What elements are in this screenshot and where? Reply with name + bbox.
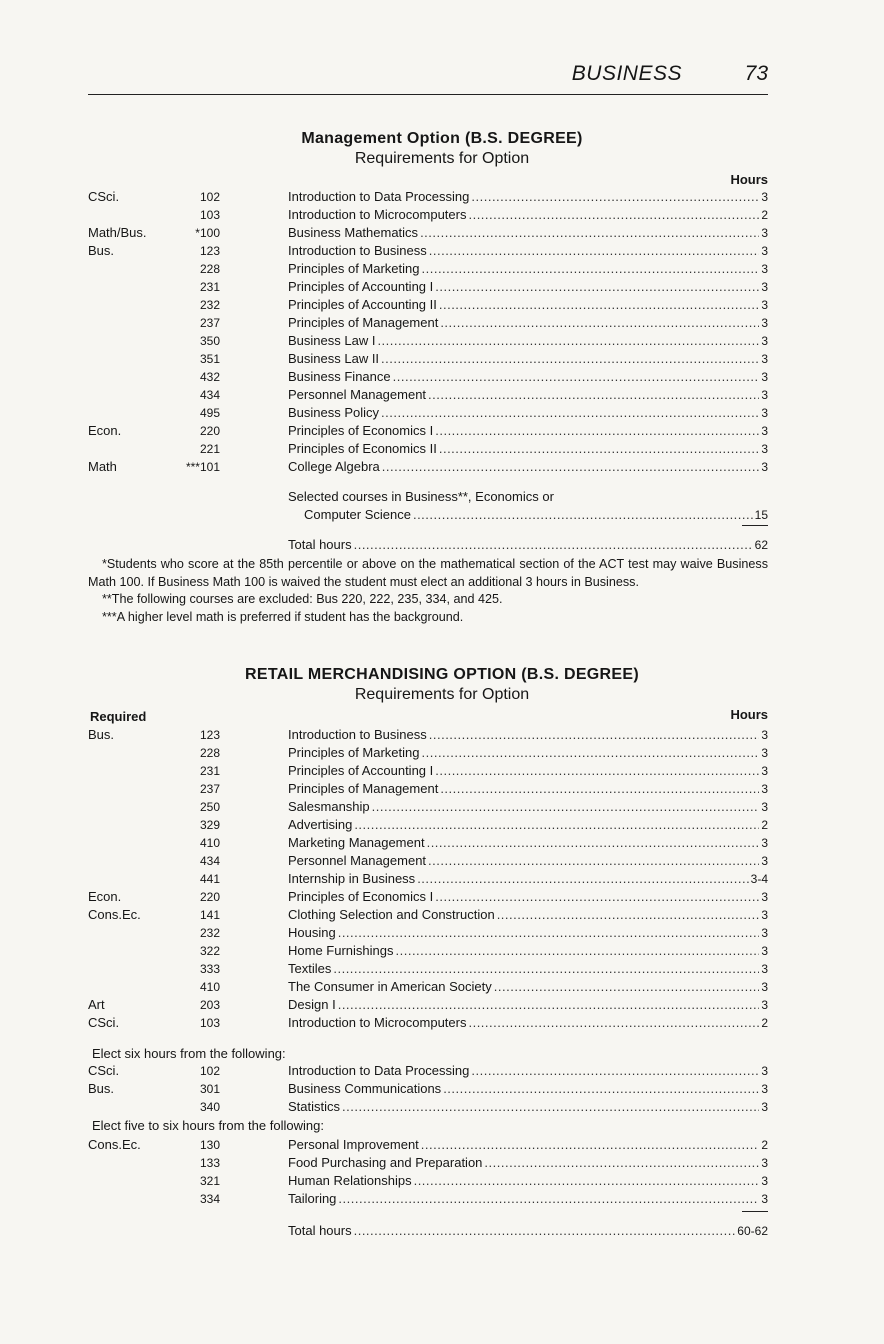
course-number: 410 <box>199 980 220 994</box>
course-row <box>88 1098 768 1116</box>
course-hours: 3 <box>761 854 768 868</box>
course-title: Housing <box>288 925 336 940</box>
course-entry <box>288 350 768 368</box>
course-number: 232 <box>199 926 220 940</box>
course-entry <box>288 906 768 924</box>
course-title: Marketing Management <box>288 835 425 850</box>
course-entry <box>288 242 768 260</box>
management-subtitle: Requirements for Option <box>354 150 530 167</box>
course-hours: 3 <box>761 1156 768 1170</box>
course-entry <box>288 888 768 906</box>
course-hours: 3 <box>761 406 768 420</box>
course-row <box>88 1172 768 1190</box>
course-title: Business Mathematics <box>288 225 419 240</box>
course-hours: 3 <box>761 962 768 976</box>
dot-leader <box>381 404 759 422</box>
course-department: Bus. <box>88 1081 115 1096</box>
dot-leader <box>471 1062 759 1080</box>
course-number: 329 <box>199 818 220 832</box>
course-row <box>88 816 768 834</box>
course-row <box>88 332 768 350</box>
course-entry <box>288 422 768 440</box>
elect-five-list <box>88 1136 768 1208</box>
footnote-2: **The following courses are excluded: Bus 220, 222, 235, 334, and 425. <box>102 592 503 606</box>
course-title: The Consumer in American Society <box>288 979 492 994</box>
course-number: 495 <box>199 406 220 420</box>
course-row <box>88 260 768 278</box>
course-row <box>88 188 768 206</box>
total-hours-label: Total hours <box>288 1223 352 1238</box>
course-entry <box>288 1136 768 1154</box>
dot-leader <box>414 1172 760 1190</box>
footnote-3: ***A higher level math is preferred if student has the background. <box>102 609 464 624</box>
course-title: Introduction to Microcomputers <box>288 207 467 222</box>
course-department: Math <box>88 459 117 474</box>
course-entry <box>288 314 768 332</box>
course-row <box>88 906 768 924</box>
course-row <box>88 996 768 1014</box>
course-department: Econ. <box>88 423 122 438</box>
course-hours: 3 <box>761 890 768 904</box>
course-entry <box>288 440 768 458</box>
course-department: Cons.Ec. <box>88 907 141 922</box>
course-hours: 3 <box>761 728 768 742</box>
dot-leader <box>422 744 760 762</box>
management-course-list <box>88 188 768 476</box>
management-title: Management Option (B.S. DEGREE) <box>301 130 583 147</box>
course-number: 410 <box>199 836 220 850</box>
dot-leader <box>417 870 748 888</box>
course-hours: 3 <box>761 1064 768 1078</box>
dot-leader <box>443 1080 759 1098</box>
course-row <box>88 296 768 314</box>
course-entry <box>288 278 768 296</box>
course-entry <box>288 1062 768 1080</box>
dot-leader <box>381 350 759 368</box>
course-entry <box>288 1080 768 1098</box>
course-entry <box>288 368 768 386</box>
course-number: 141 <box>199 908 220 922</box>
dot-leader <box>429 726 760 744</box>
course-row <box>88 744 768 762</box>
course-row <box>88 1154 768 1172</box>
total-hours-value: 60-62 <box>737 1224 768 1238</box>
course-number: 441 <box>199 872 220 886</box>
course-row <box>88 870 768 888</box>
course-row <box>88 888 768 906</box>
course-title: Salesmanship <box>288 799 370 814</box>
course-department: Bus. <box>88 243 115 258</box>
dot-leader <box>435 888 759 906</box>
course-number: 103 <box>199 1016 220 1030</box>
course-hours: 3 <box>761 442 768 456</box>
course-hours: 3 <box>761 298 768 312</box>
course-row <box>88 942 768 960</box>
course-number: 321 <box>199 1174 220 1188</box>
dot-leader <box>338 924 760 942</box>
course-entry <box>288 224 768 242</box>
course-title: Home Furnishings <box>288 943 394 958</box>
elect-five-label: Elect five to six hours from the following: <box>92 1118 324 1133</box>
course-title: Personnel Management <box>288 387 427 402</box>
dot-leader <box>435 278 759 296</box>
course-row <box>88 350 768 368</box>
course-department: Art <box>88 997 105 1012</box>
course-hours: 3 <box>761 944 768 958</box>
dot-leader <box>471 188 759 206</box>
course-number: 333 <box>199 962 220 976</box>
course-entry <box>288 260 768 278</box>
course-hours: 2 <box>761 1138 768 1152</box>
course-title: Clothing Selection and Construction <box>288 907 495 922</box>
course-number: 322 <box>199 944 220 958</box>
course-row <box>88 1190 768 1208</box>
course-row <box>88 458 768 476</box>
dot-leader <box>428 386 759 404</box>
course-row <box>88 1080 768 1098</box>
management-total <box>88 536 768 554</box>
footnote-1: *Students who score at the 85th percentile or above on the mathematical section of the ACT test may waive Business Math 100. If Business Math 100 is waived the student must elect an additional 3 hours in Business. <box>88 557 768 589</box>
course-number: 228 <box>199 262 220 276</box>
course-row <box>88 314 768 332</box>
course-hours: 3 <box>761 352 768 366</box>
course-entry <box>288 852 768 870</box>
elect-six-label: Elect six hours from the following: <box>92 1046 286 1061</box>
course-entry <box>288 960 768 978</box>
course-title: Principles of Marketing <box>288 745 420 760</box>
course-department: Bus. <box>88 727 115 742</box>
course-title: Principles of Accounting I <box>288 763 434 778</box>
course-row <box>88 404 768 422</box>
course-number: 231 <box>199 280 220 294</box>
management-selected <box>88 488 768 524</box>
course-hours: 3 <box>761 926 768 940</box>
course-number: 123 <box>199 244 220 258</box>
course-row <box>88 368 768 386</box>
course-number: 351 <box>199 352 220 366</box>
course-number: 334 <box>199 1192 220 1206</box>
selected-courses-area: Computer Science <box>304 507 411 522</box>
course-title: Design I <box>288 997 336 1012</box>
retail-subtitle: Requirements for Option <box>354 686 530 703</box>
dot-leader <box>497 906 760 924</box>
dot-leader <box>354 1222 736 1240</box>
course-title: Principles of Accounting II <box>288 297 437 312</box>
course-row <box>88 726 768 744</box>
course-hours: 3 <box>761 764 768 778</box>
course-entry <box>288 924 768 942</box>
course-entry <box>288 296 768 314</box>
course-number: 350 <box>199 334 220 348</box>
dot-leader <box>494 978 760 996</box>
course-number: 250 <box>199 800 220 814</box>
course-hours: 3 <box>761 1100 768 1114</box>
course-title: Introduction to Data Processing <box>288 1063 470 1078</box>
total-hours-row <box>88 1222 768 1240</box>
course-entry <box>288 386 768 404</box>
course-entry <box>288 744 768 762</box>
course-row <box>88 834 768 852</box>
course-number: 231 <box>199 764 220 778</box>
course-entry <box>288 1014 768 1032</box>
sum-rule <box>742 1211 768 1212</box>
course-title: Introduction to Business <box>288 243 427 258</box>
course-hours: 3 <box>761 190 768 204</box>
course-hours: 3 <box>761 746 768 760</box>
course-title: Human Relationships <box>288 1173 412 1188</box>
course-hours: 2 <box>761 818 768 832</box>
retail-total <box>88 1222 768 1240</box>
course-number: 434 <box>199 388 220 402</box>
course-hours: 3 <box>761 316 768 330</box>
elect-six-list <box>88 1062 768 1116</box>
retail-title: RETAIL MERCHANDISING OPTION (B.S. DEGREE) <box>245 666 639 683</box>
course-row <box>88 242 768 260</box>
dot-leader <box>429 242 760 260</box>
footnotes <box>88 556 768 626</box>
dot-leader <box>413 506 753 524</box>
course-entry <box>288 726 768 744</box>
dot-leader <box>420 224 759 242</box>
dot-leader <box>439 440 759 458</box>
course-title: Principles of Economics I <box>288 423 434 438</box>
course-title: College Algebra <box>288 459 380 474</box>
management-hours-label: Hours <box>730 172 768 187</box>
dot-leader <box>372 798 760 816</box>
sum-rule <box>742 525 768 526</box>
course-hours: 3 <box>761 388 768 402</box>
course-title: Introduction to Business <box>288 727 427 742</box>
dot-leader <box>342 1098 759 1116</box>
course-hours: 3 <box>761 836 768 850</box>
course-hours: 3 <box>761 424 768 438</box>
course-department: Cons.Ec. <box>88 1137 141 1152</box>
course-hours: 3 <box>761 998 768 1012</box>
dot-leader <box>333 960 759 978</box>
course-title: Business Law I <box>288 333 376 348</box>
course-hours: 2 <box>761 1016 768 1030</box>
course-entry <box>288 834 768 852</box>
course-number: 434 <box>199 854 220 868</box>
course-number: 220 <box>199 890 220 904</box>
course-hours: 2 <box>761 208 768 222</box>
course-entry <box>288 816 768 834</box>
course-row <box>88 960 768 978</box>
dot-leader <box>422 260 760 278</box>
course-title: Principles of Accounting I <box>288 279 434 294</box>
course-title: Food Purchasing and Preparation <box>288 1155 483 1170</box>
selected-courses-text: Selected courses in Business**, Economics or <box>288 489 554 504</box>
course-row <box>88 278 768 296</box>
course-row <box>88 440 768 458</box>
course-number: 228 <box>199 746 220 760</box>
course-number: 301 <box>199 1082 220 1096</box>
course-hours: 3-4 <box>750 872 768 886</box>
course-entry <box>288 942 768 960</box>
course-department: CSci. <box>88 1015 120 1030</box>
retail-hours-label: Hours <box>730 707 768 722</box>
course-hours: 3 <box>761 460 768 474</box>
course-number: 221 <box>199 442 220 456</box>
retail-course-list <box>88 726 768 1032</box>
course-hours: 3 <box>761 800 768 814</box>
dot-leader <box>440 780 759 798</box>
course-entry <box>288 188 768 206</box>
course-number: 432 <box>199 370 220 384</box>
course-entry <box>288 978 768 996</box>
course-number: 123 <box>199 728 220 742</box>
course-hours: 3 <box>761 370 768 384</box>
dot-leader <box>382 458 760 476</box>
course-title: Principles of Marketing <box>288 261 420 276</box>
course-row <box>88 798 768 816</box>
course-number: 220 <box>199 424 220 438</box>
course-title: Business Law II <box>288 351 380 366</box>
course-row <box>88 224 768 242</box>
course-hours: 3 <box>761 262 768 276</box>
course-number: 133 <box>199 1156 220 1170</box>
course-title: Personnel Management <box>288 853 427 868</box>
course-number: 102 <box>199 1064 220 1078</box>
course-entry <box>288 1098 768 1116</box>
course-title: Tailoring <box>288 1191 337 1206</box>
course-entry <box>288 1190 768 1208</box>
course-number: 103 <box>199 208 220 222</box>
course-entry <box>288 332 768 350</box>
course-number: 130 <box>199 1138 220 1152</box>
course-entry <box>288 798 768 816</box>
course-row <box>88 1014 768 1032</box>
course-number: 232 <box>199 298 220 312</box>
course-row <box>88 422 768 440</box>
course-number: *100 <box>195 226 220 240</box>
selected-courses-line <box>88 488 768 506</box>
course-title: Personal Improvement <box>288 1137 419 1152</box>
course-hours: 3 <box>761 908 768 922</box>
course-department: CSci. <box>88 1063 120 1078</box>
total-hours-label: Total hours <box>288 537 352 552</box>
course-department: Econ. <box>88 889 122 904</box>
course-title: Principles of Economics I <box>288 889 434 904</box>
required-label: Required <box>90 709 147 724</box>
course-entry <box>288 1154 768 1172</box>
course-entry <box>288 458 768 476</box>
course-row <box>88 978 768 996</box>
course-entry <box>288 1172 768 1190</box>
course-row <box>88 1062 768 1080</box>
dot-leader <box>393 368 760 386</box>
total-hours-value: 62 <box>754 538 768 552</box>
course-hours: 3 <box>761 1192 768 1206</box>
course-entry <box>288 870 768 888</box>
dot-leader <box>435 762 759 780</box>
course-hours: 3 <box>761 334 768 348</box>
course-hours: 3 <box>761 782 768 796</box>
course-row <box>88 1136 768 1154</box>
course-title: Introduction to Data Processing <box>288 189 470 204</box>
course-department: CSci. <box>88 189 120 204</box>
dot-leader <box>468 1014 759 1032</box>
dot-leader <box>468 206 759 224</box>
course-title: Business Communications <box>288 1081 442 1096</box>
course-title: Principles of Management <box>288 781 439 796</box>
dot-leader <box>377 332 759 350</box>
dot-leader <box>439 296 759 314</box>
course-title: Principles of Management <box>288 315 439 330</box>
course-entry <box>288 404 768 422</box>
course-title: Textiles <box>288 961 332 976</box>
dot-leader <box>435 422 759 440</box>
dot-leader <box>396 942 760 960</box>
course-title: Internship in Business <box>288 871 416 886</box>
course-row <box>88 762 768 780</box>
dot-leader <box>338 1190 759 1208</box>
course-number: 237 <box>199 316 220 330</box>
dot-leader <box>427 834 760 852</box>
page-header <box>88 58 768 95</box>
course-title: Introduction to Microcomputers <box>288 1015 467 1030</box>
course-number: ***101 <box>185 460 220 474</box>
dot-leader <box>484 1154 759 1172</box>
page-number: 73 <box>744 62 768 85</box>
course-title: Business Policy <box>288 405 380 420</box>
course-row <box>88 852 768 870</box>
course-hours: 3 <box>761 226 768 240</box>
course-number: 237 <box>199 782 220 796</box>
selected-courses-hours: 15 <box>754 508 768 522</box>
dot-leader <box>428 852 759 870</box>
dot-leader <box>354 816 759 834</box>
dot-leader <box>354 536 753 554</box>
course-title: Business Finance <box>288 369 391 384</box>
total-hours-row <box>88 536 768 554</box>
dot-leader <box>421 1136 760 1154</box>
course-hours: 3 <box>761 1082 768 1096</box>
dot-leader <box>440 314 759 332</box>
course-number: 102 <box>199 190 220 204</box>
course-title: Principles of Economics II <box>288 441 437 456</box>
course-row <box>88 206 768 224</box>
course-hours: 3 <box>761 280 768 294</box>
course-hours: 3 <box>761 1174 768 1188</box>
course-entry <box>288 996 768 1014</box>
course-hours: 3 <box>761 980 768 994</box>
dot-leader <box>338 996 760 1014</box>
course-number: 203 <box>199 998 220 1012</box>
course-title: Advertising <box>288 817 353 832</box>
course-entry <box>288 780 768 798</box>
selected-courses-row <box>88 506 768 524</box>
course-department: Math/Bus. <box>88 225 147 240</box>
course-row <box>88 386 768 404</box>
course-entry <box>288 762 768 780</box>
course-row <box>88 924 768 942</box>
course-row <box>88 780 768 798</box>
course-hours: 3 <box>761 244 768 258</box>
section-title: BUSINESS <box>571 62 682 85</box>
course-title: Statistics <box>288 1099 341 1114</box>
course-entry <box>288 206 768 224</box>
course-number: 340 <box>199 1100 220 1114</box>
